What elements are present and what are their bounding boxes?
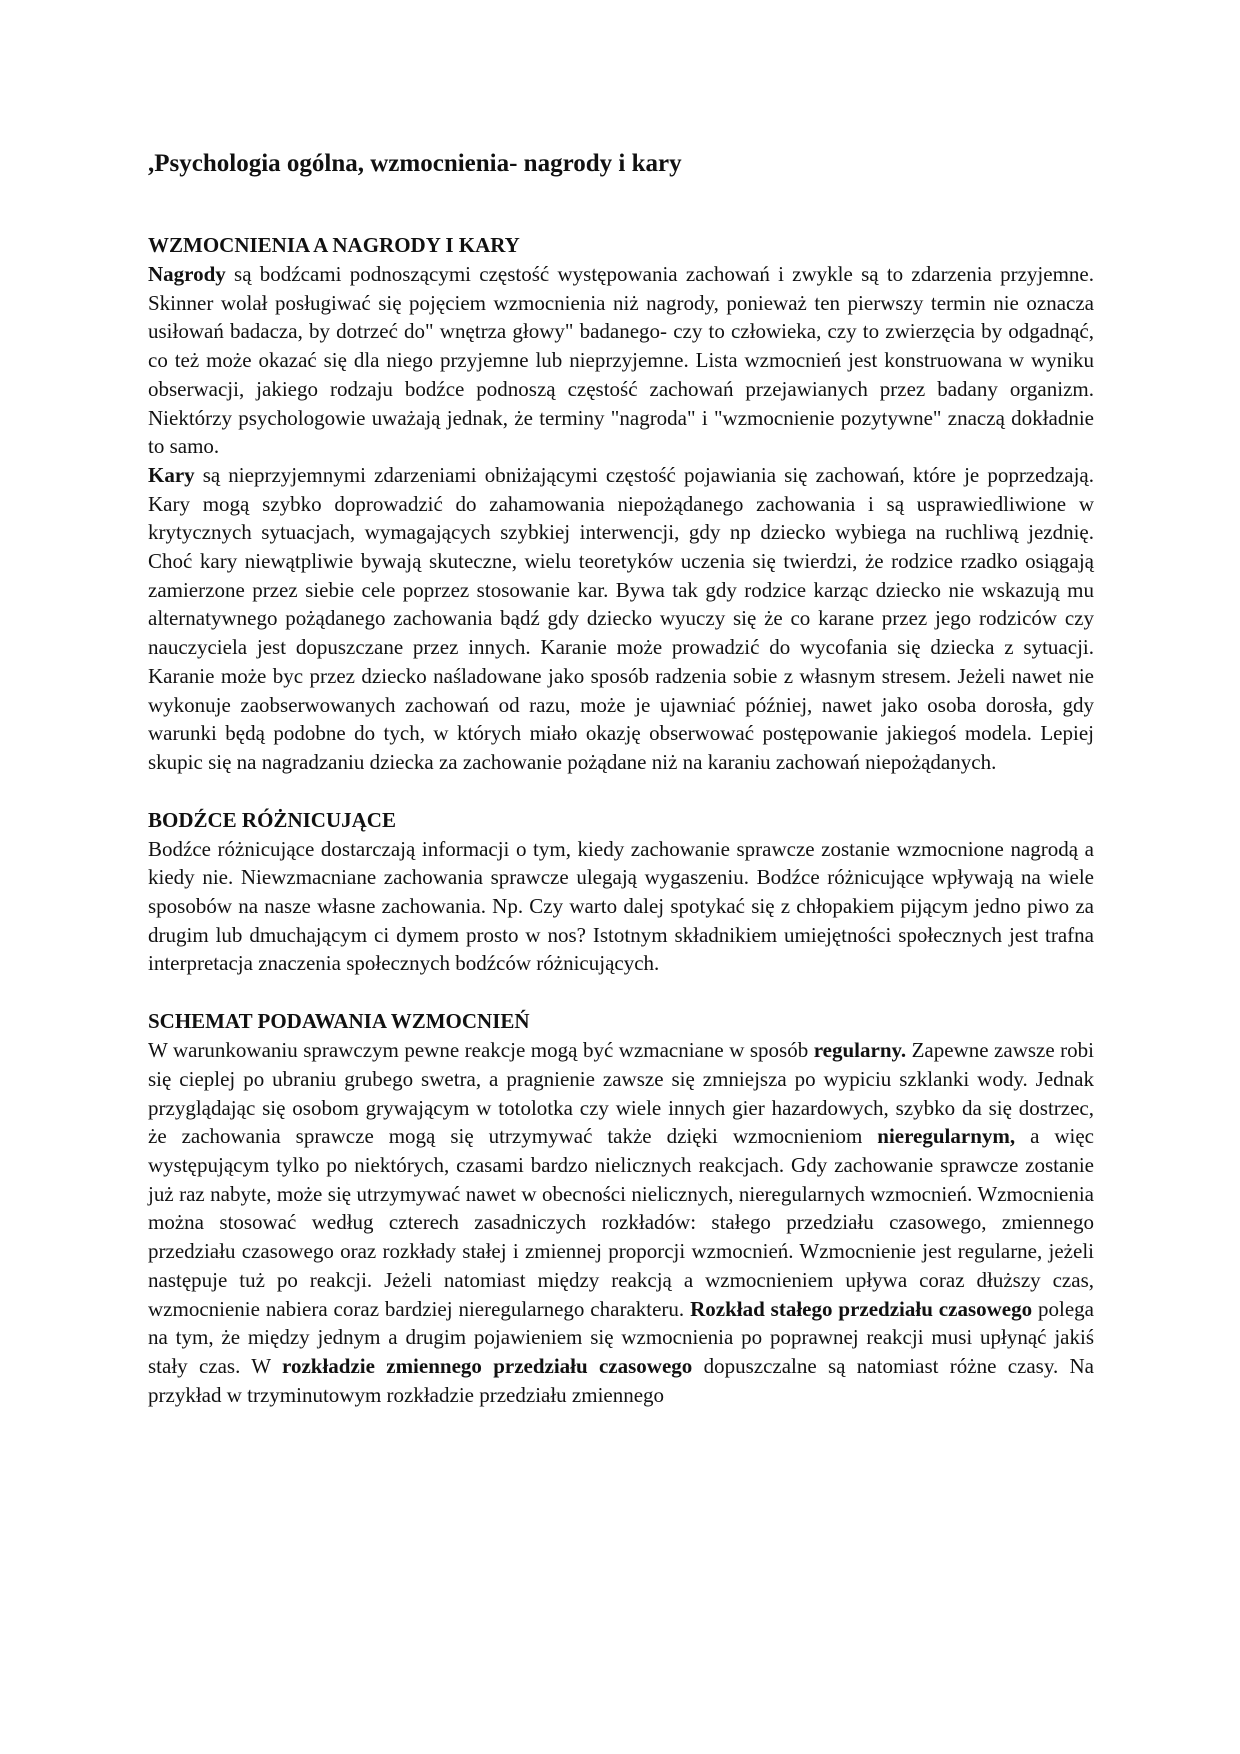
section-paragraph bbox=[148, 1036, 1094, 1409]
section-paragraph bbox=[148, 461, 1094, 777]
paragraph-text: są nieprzyjemnymi zdarzeniami obniżającymi częstość pojawiania się zachowań, które je poprzedzają. Kary mogą szybko doprowadzić do zahamowania niepożądanego zachowania i są usprawiedliwione w krytycznych sytuacjach, wymagających szybkiej interwencji, gdy np dziecko wybiega na ruchliwą jezdnię. Choć kary niewątpliwie bywają skuteczne, wielu teoretyków uczenia się twierdzi, że rodzice rzadko osiągają zamierzone przez siebie cele poprzez stosowanie kar. Bywa tak gdy rodzice karząc dziecko nie wskazują mu alternatywnego pożądanego zachowania bądź gdy dziecko wyuczy się że co karane przez jego rodziców czy nauczyciela jest dopuszczane przez innych. Karanie może prowadzić do wycofania się dziecka z sytuacji. Karanie może byc przez dziecko naśladowane jako sposób radzenia sobie z własnym stresem. Jeżeli nawet nie wykonuje zaobserwowanych zachowań od razu, może je ujawniać później, nawet jako osoba dorosła, gdy warunki będą podobne do tych, w których miało okazję obserwować postępowanie jakiegoś modela. Lepiej skupic się na nagradzaniu dziecka za zachowanie pożądane niż na karaniu zachowań niepożądanych. bbox=[148, 462, 1094, 774]
document-body bbox=[148, 231, 1094, 1409]
paragraph-text: Zapewne zawsze robi się cieplej po ubraniu grubego swetra, a pragnienie zawsze się zmniejsza po wypiciu szklanki wody. Jednak przyglądając się osobom grywającym w totolotka czy wiele innych gier hazardowych, szybko da się dostrzec, że zachowania sprawcze mogą się utrzymywać także dzięki wzmocnieniom bbox=[148, 1038, 1094, 1149]
paragraph-text: Bodźce różnicujące dostarczają informacji o tym, kiedy zachowanie sprawcze zostanie wzmocnione nagrodą a kiedy nie. Niewzmacniane zachowania sprawcze ulegają wygaszeniu. Bodźce różnicujące wpływają na wiele sposobów na nasze własne zachowania. Np. Czy warto dalej spotykać się z chłopakiem pijącym jedno piwo za drugim lub dmuchającym ci dymem prosto w nos? Istotnym składnikiem umiejętności społecznych jest trafna interpretacja znaczenia społecznych bodźców różnicujących. bbox=[148, 836, 1094, 976]
section-heading: BODŹCE RÓŻNICUJĄCE bbox=[148, 807, 396, 832]
document-section bbox=[148, 806, 1094, 979]
bold-term: Rozkład stałego przedziału czasowego bbox=[690, 1296, 1033, 1321]
document-title: ,Psychologia ogólna, wzmocnienia- nagrody i kary bbox=[148, 150, 682, 177]
bold-term: nieregularnym, bbox=[877, 1124, 1016, 1149]
bold-term: regularny. bbox=[813, 1038, 907, 1063]
paragraph-text: dopuszczalne są natomiast różne czasy. Na przykład w trzyminutowym rozkładzie przedziału zmiennego bbox=[148, 1353, 1094, 1407]
section-paragraph bbox=[148, 260, 1094, 461]
document-page bbox=[148, 148, 1094, 1438]
section-heading: SCHEMAT PODAWANIA WZMOCNIEŃ bbox=[148, 1009, 530, 1034]
paragraph-text: a więc występującym tylko po niektórych, czasami bardzo nielicznych reakcjach. Gdy zachowanie sprawcze zostanie już raz nabyte, może się utrzymywać nawet w obecności nielicznych, nieregularnych wzmocnień. Wzmocnienia można stosować według czterech zasadniczych rozkładów: stałego przedziału czasowego, zmiennego przedziału czasowego oraz rozkłady stałej i zmiennej proporcji wzmocnień. Wzmocnienie jest regularne, jeżeli następuje tuż po reakcji. Jeżeli natomiast między reakcją a wzmocnieniem upływa coraz dłuższy czas, wzmocnienie nabiera coraz bardziej nieregularnego charakteru. bbox=[148, 1124, 1094, 1321]
bold-term: Kary bbox=[148, 462, 195, 487]
bold-term: Nagrody bbox=[148, 262, 226, 286]
paragraph-text: są bodźcami podnoszącymi częstość występowania zachowań i zwykle są to zdarzenia przyjemne. Skinner wolał posługiwać się pojęciem wzmocnienia niż nagrody, ponieważ ten pierwszy termin nie oznacza usiłowań badacza, by dotrzeć do" wnętrza głowy" badanego- czy to człowieka, czy to zwierzęcia by odgadnąć, co też może okazać się dla niego przyjemne lub nieprzyjemne. Lista wzmocnień jest konstruowana w wyniku obserwacji, jakiego rodzaju bodźce podnoszą częstość zachowań przejawianych przez badany organizm. Niektórzy psychologowie uważają jednak, że terminy "nagroda" i "wzmocnienie pozytywne" znaczą dokładnie to samo. bbox=[148, 262, 1094, 459]
bold-term: rozkładzie zmiennego przedziału czasowego bbox=[282, 1353, 693, 1378]
section-paragraph bbox=[148, 835, 1094, 979]
paragraph-text: polega na tym, że między jednym a drugim pojawieniem się wzmocnienia po poprawnej reakcji musi upłynąć jakiś stały czas. W bbox=[148, 1296, 1094, 1378]
section-heading: WZMOCNIENIA A NAGRODY I KARY bbox=[148, 233, 520, 257]
paragraph-text: W warunkowaniu sprawczym pewne reakcje mogą być wzmacniane w sposób bbox=[148, 1038, 814, 1063]
document-section bbox=[148, 1007, 1094, 1409]
document-section bbox=[148, 231, 1094, 777]
